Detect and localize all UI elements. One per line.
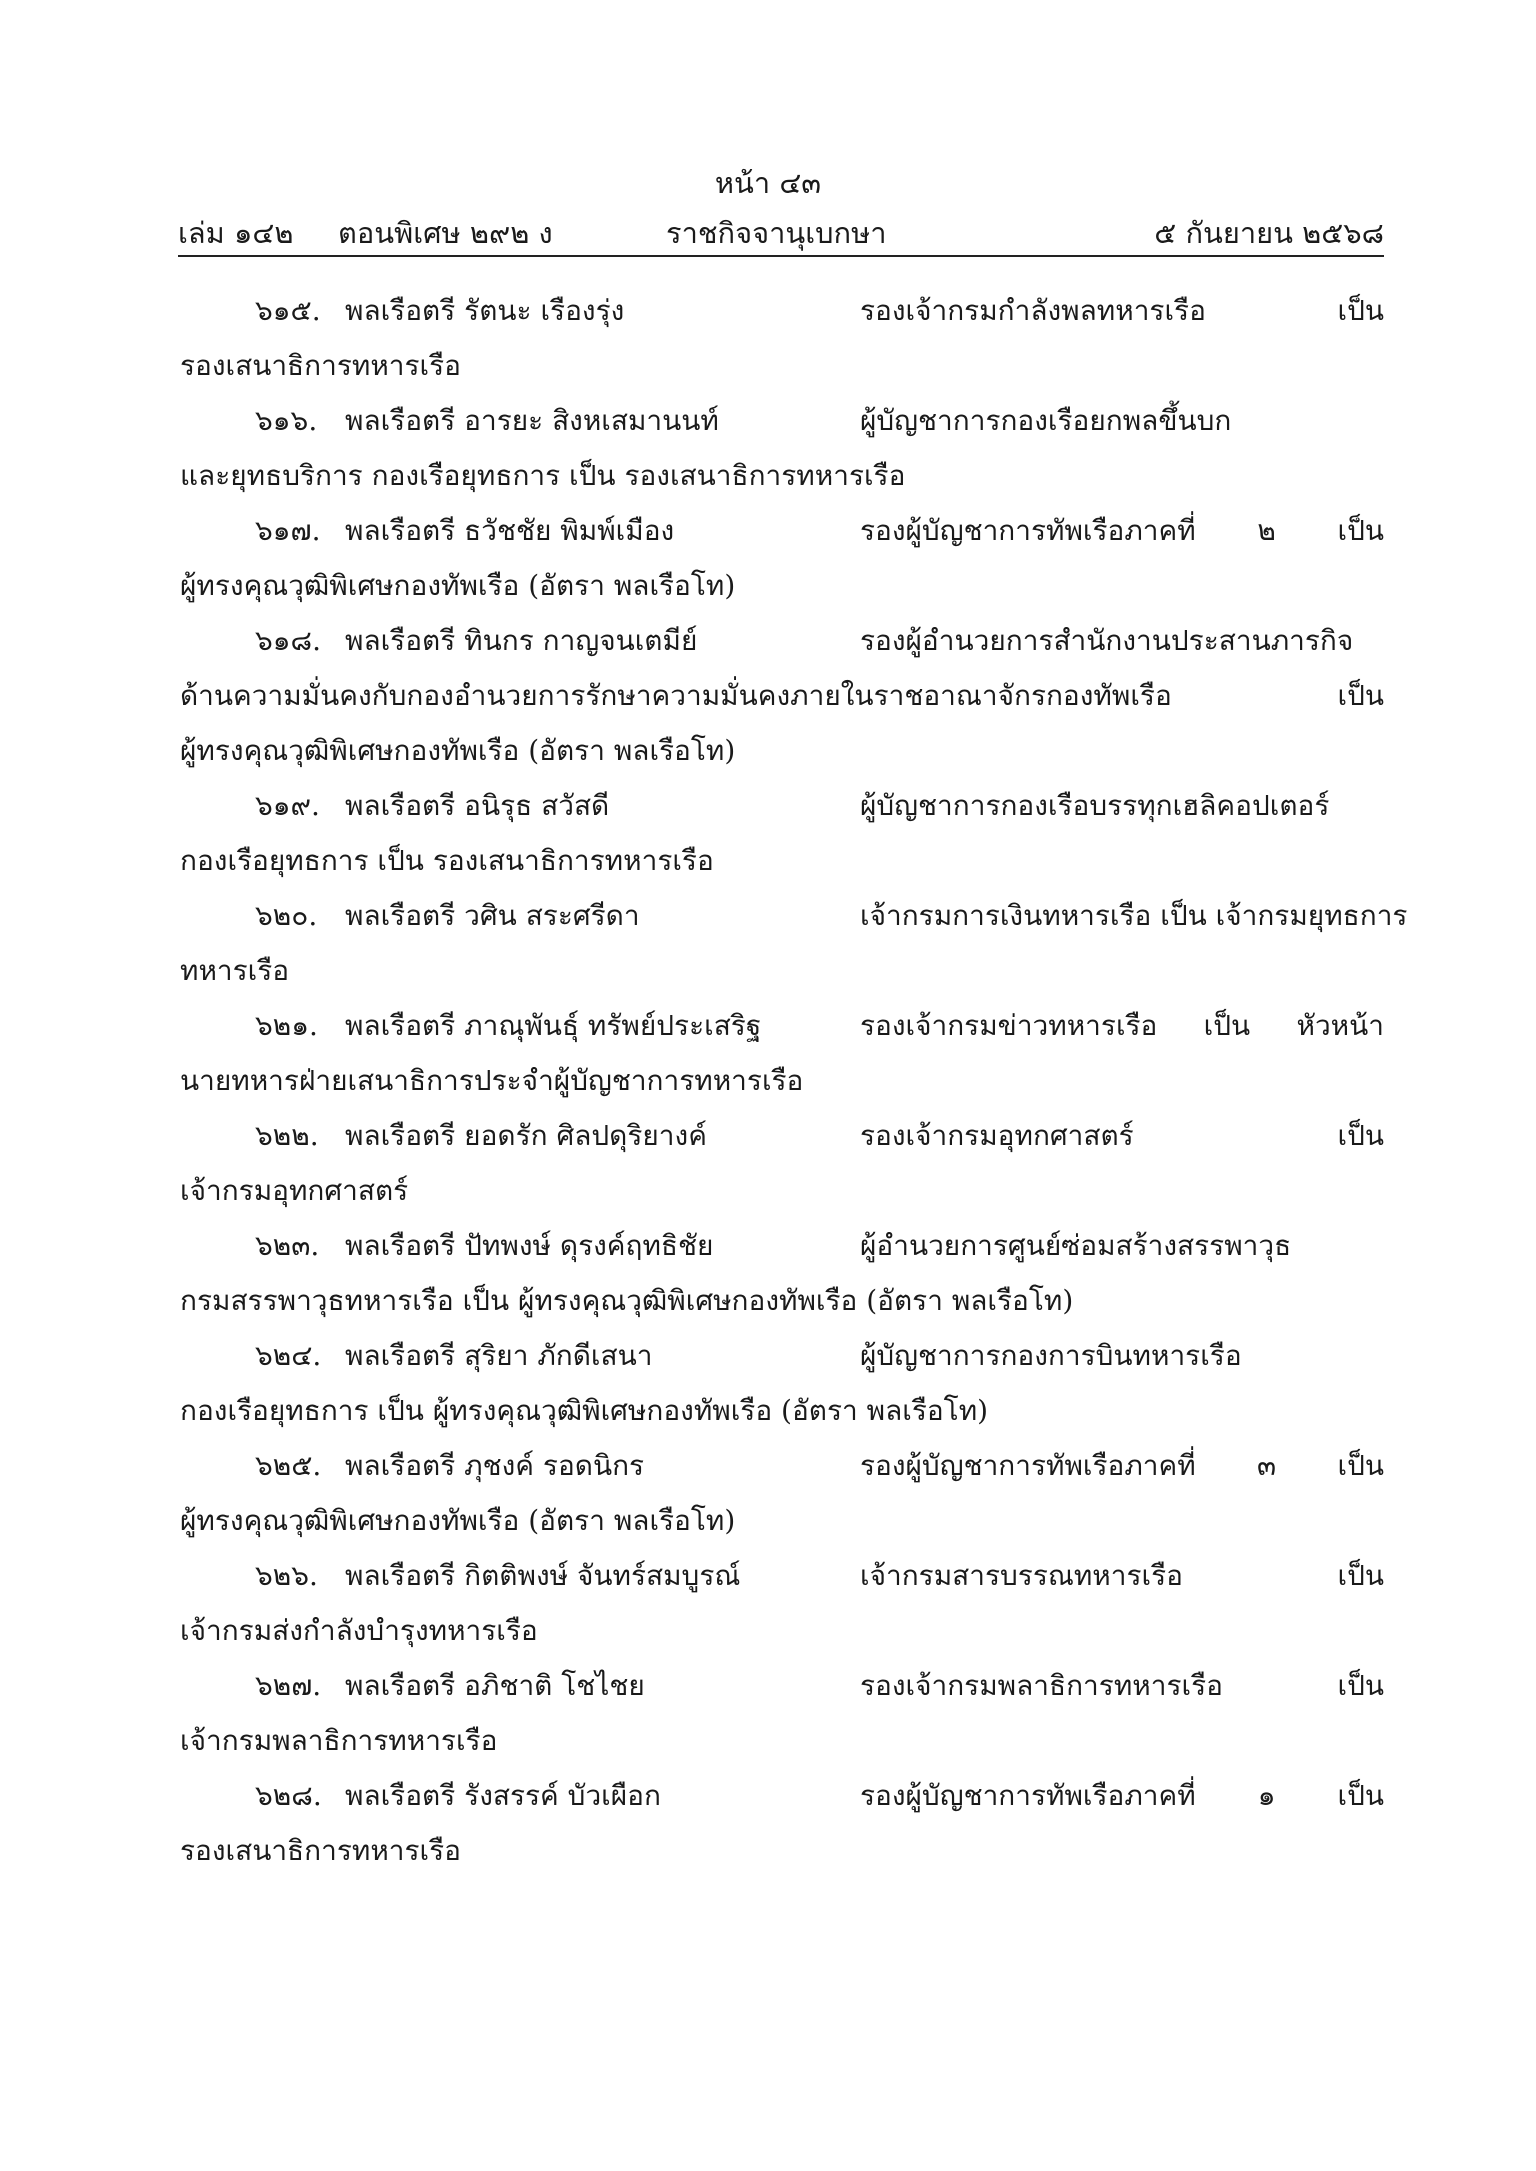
current-position: รองผู้บัญชาการทัพเรือภาคที่ ๑ เป็น <box>860 1779 1384 1812</box>
appointment-entry <box>180 503 1384 613</box>
entry-first-line <box>180 1768 1384 1823</box>
entry-number: ๖๒๗. <box>255 1669 322 1702</box>
officer-name: พลเรือตรี ธวัชชัย พิมพ์เมือง <box>345 514 675 547</box>
entry-continuation-line: นายทหารฝ่ายเสนาธิการประจำผู้บัญชาการทหารเรือ <box>180 1064 804 1097</box>
officer-name: พลเรือตรี รัตนะ เรืองรุ่ง <box>345 294 625 327</box>
officer-name: พลเรือตรี อภิชาติ โชไชย <box>345 1669 645 1702</box>
entry-first-line <box>180 1548 1384 1603</box>
officer-name: พลเรือตรี วศิน สระศรีดา <box>345 899 640 932</box>
entry-continuation-line: ด้านความมั่นคงกับกองอำนวยการรักษาความมั่นคงภายในราชอาณาจักรกองทัพเรือ เป็น <box>180 679 1384 712</box>
entry-first-line <box>180 778 1384 833</box>
entry-number: ๖๒๐. <box>255 899 318 932</box>
page-number: หน้า ๔๓ <box>714 166 822 200</box>
header-rule <box>178 255 1384 257</box>
entry-continuation-line: ผู้ทรงคุณวุฒิพิเศษกองทัพเรือ (อัตรา พลเรือโท) <box>180 569 736 602</box>
entry-continuation-line: กองเรือยุทธการ เป็น รองเสนาธิการทหารเรือ <box>180 844 714 877</box>
entry-continuation-line: ผู้ทรงคุณวุฒิพิเศษกองทัพเรือ (อัตรา พลเรือโท) <box>180 1504 736 1537</box>
entry-first-line <box>180 1218 1384 1273</box>
entry-number: ๖๒๘. <box>255 1779 322 1812</box>
entry-continuation-line: รองเสนาธิการทหารเรือ <box>180 1834 461 1867</box>
entry-first-line <box>180 888 1408 943</box>
current-position: เจ้ากรมการเงินทหารเรือ เป็น เจ้ากรมยุทธการ <box>860 899 1408 932</box>
entry-continuation-line: เจ้ากรมอุทกศาสตร์ <box>180 1174 409 1207</box>
entry-first-line <box>180 1108 1384 1163</box>
gazette-header <box>178 210 1384 250</box>
officer-name: พลเรือตรี ทินกร กาญจนเตมีย์ <box>345 624 698 657</box>
appointment-entry <box>180 998 1384 1108</box>
entry-number: ๖๒๔. <box>255 1339 322 1372</box>
appointment-entry <box>180 1328 1384 1438</box>
entry-continuation-line: กรมสรรพาวุธทหารเรือ เป็น ผู้ทรงคุณวุฒิพิเศษกองทัพเรือ (อัตรา พลเรือโท) <box>180 1284 1074 1317</box>
entry-first-line <box>180 1328 1384 1383</box>
entry-number: ๖๑๙. <box>255 789 320 822</box>
entry-first-line <box>180 283 1384 338</box>
entry-number: ๖๒๒. <box>255 1119 319 1152</box>
issue-number: ตอนพิเศษ ๒๙๒ ง <box>338 216 553 250</box>
current-position: เจ้ากรมสารบรรณทหารเรือ เป็น <box>860 1559 1384 1592</box>
current-position: ผู้บัญชาการกองเรือยกพลขึ้นบก <box>860 404 1232 437</box>
entry-number: ๖๑๘. <box>255 624 322 657</box>
appointment-entry <box>180 1548 1384 1658</box>
current-position: รองผู้บัญชาการทัพเรือภาคที่ ๓ เป็น <box>860 1449 1384 1482</box>
entry-continuation-line: และยุทธบริการ กองเรือยุทธการ เป็น รองเสนาธิการทหารเรือ <box>180 459 906 492</box>
current-position: ผู้บัญชาการกองการบินทหารเรือ <box>860 1339 1242 1372</box>
appointment-entry <box>180 888 1408 998</box>
current-position: รองผู้บัญชาการทัพเรือภาคที่ ๒ เป็น <box>860 514 1384 547</box>
officer-name: พลเรือตรี ปัทพงษ์ ดุรงค์ฤทธิชัย <box>345 1229 714 1262</box>
entry-first-line <box>180 393 1384 448</box>
officer-name: พลเรือตรี กิตติพงษ์ จันทร์สมบูรณ์ <box>345 1559 741 1592</box>
entry-first-line <box>180 503 1384 558</box>
current-position: รองเจ้ากรมข่าวทหารเรือ เป็น หัวหน้า <box>860 1009 1384 1042</box>
officer-name: พลเรือตรี ภาณุพันธุ์ ทรัพย์ประเสริฐ <box>345 1009 762 1042</box>
entry-continuation-line: เจ้ากรมส่งกำลังบำรุงทหารเรือ <box>180 1614 538 1647</box>
entry-first-line <box>180 998 1384 1053</box>
entry-number: ๖๒๑. <box>255 1009 318 1042</box>
officer-name: พลเรือตรี รังสรรค์ บัวเผือก <box>345 1779 661 1812</box>
entry-number: ๖๑๕. <box>255 294 321 327</box>
entry-number: ๖๑๗. <box>255 514 321 547</box>
current-position: รองเจ้ากรมพลาธิการทหารเรือ เป็น <box>860 1669 1384 1702</box>
entry-continuation-line: เจ้ากรมพลาธิการทหารเรือ <box>180 1724 498 1757</box>
entry-first-line <box>180 1438 1384 1493</box>
appointment-entry <box>180 1438 1384 1548</box>
appointment-entry <box>180 1218 1384 1328</box>
appointment-entry <box>180 1768 1384 1878</box>
entry-number: ๖๒๓. <box>255 1229 320 1262</box>
appointment-entry <box>180 1658 1384 1768</box>
appointment-entry <box>180 1108 1384 1218</box>
appointment-entry <box>180 283 1384 393</box>
appointment-entry <box>180 393 1384 503</box>
entry-number: ๖๒๖. <box>255 1559 318 1592</box>
appointment-entry <box>180 778 1384 888</box>
officer-name: พลเรือตรี สุริยา ภักดีเสนา <box>345 1339 653 1372</box>
gazette-title: ราชกิจจานุเบกษา <box>666 216 887 250</box>
entry-number: ๖๑๖. <box>255 404 318 437</box>
officer-name: พลเรือตรี ยอดรัก ศิลปดุริยางค์ <box>345 1119 707 1152</box>
entry-continuation-line: รองเสนาธิการทหารเรือ <box>180 349 461 382</box>
officer-name: พลเรือตรี อารยะ สิงหเสมานนท์ <box>345 404 719 437</box>
current-position: ผู้อำนวยการศูนย์ซ่อมสร้างสรรพาวุธ <box>860 1229 1292 1262</box>
entry-first-line <box>180 613 1384 668</box>
publication-date: ๕ กันยายน ๒๕๖๘ <box>1154 216 1384 250</box>
current-position: ผู้บัญชาการกองเรือบรรทุกเฮลิคอปเตอร์ <box>860 789 1330 822</box>
entry-first-line <box>180 1658 1384 1713</box>
current-position: รองเจ้ากรมอุทกศาสตร์ เป็น <box>860 1119 1384 1152</box>
current-position: รองผู้อำนวยการสำนักงานประสานภารกิจ <box>860 624 1354 657</box>
entry-continuation-line: ทหารเรือ <box>180 954 290 987</box>
volume-number: เล่ม ๑๔๒ <box>178 216 294 250</box>
officer-name: พลเรือตรี อนิรุธ สวัสดี <box>345 789 610 822</box>
entry-continuation-line: กองเรือยุทธการ เป็น ผู้ทรงคุณวุฒิพิเศษกองทัพเรือ (อัตรา พลเรือโท) <box>180 1394 989 1427</box>
officer-name: พลเรือตรี ภุชงค์ รอดนิกร <box>345 1449 645 1482</box>
entry-continuation-line: ผู้ทรงคุณวุฒิพิเศษกองทัพเรือ (อัตรา พลเรือโท) <box>180 734 736 767</box>
entry-number: ๖๒๕. <box>255 1449 322 1482</box>
appointment-entry <box>180 613 1384 778</box>
current-position: รองเจ้ากรมกำลังพลทหารเรือ เป็น <box>860 294 1384 327</box>
appointment-list <box>180 283 1408 1878</box>
